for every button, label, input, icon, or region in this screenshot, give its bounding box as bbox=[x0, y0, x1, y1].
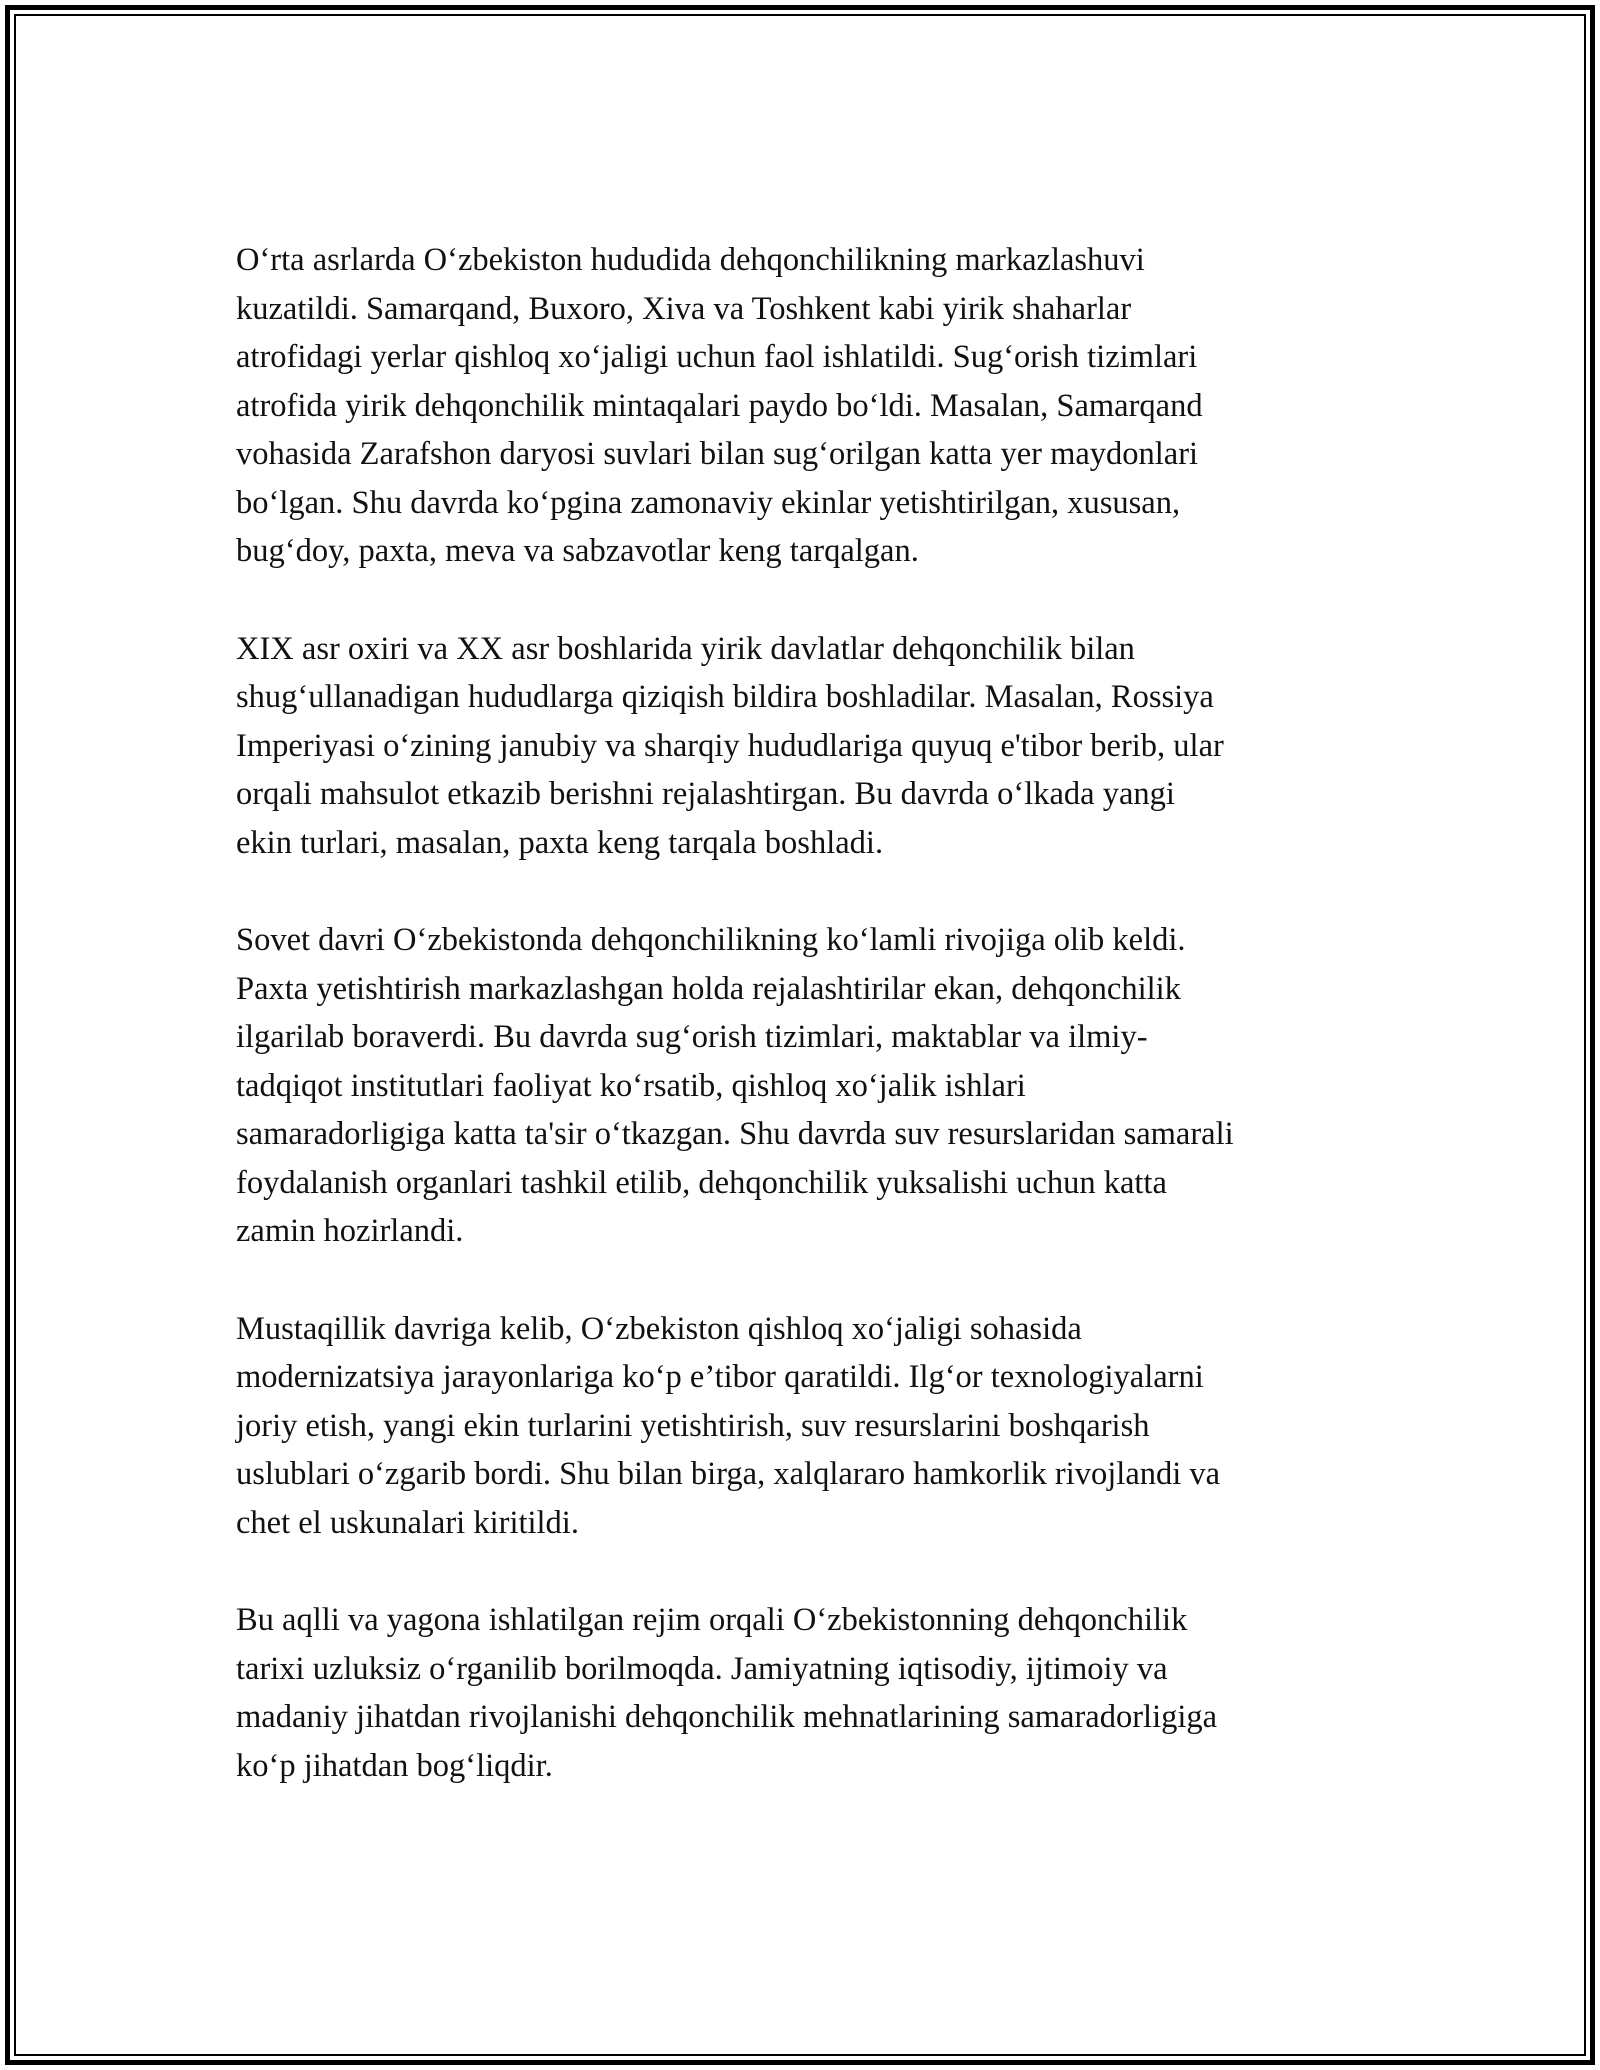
paragraph-medieval-agriculture: O‘rta asrlarda O‘zbekiston hududida dehqonchilikning markazlashuvi kuzatildi. Samarqand, Buxoro, Xiva va Toshkent kabi yirik shaharlar atrofidagi yerlar qishloq xo‘jaligi uchun faol ishlatildi. Sug‘orish tizimlari atrofida yirik dehqonchilik mintaqalari paydo bo‘ldi. Masalan, Samarqand vohasida Zarafshon daryosi suvlari bilan sug‘orilgan katta yer maydonlari bo‘lgan. Shu davrda ko‘pgina zamonaviy ekinlar yetishtirilgan, xususan, bug‘doy, paxta, meva va sabzavotlar keng tarqalgan. bbox=[236, 242, 1203, 569]
paragraph-19th-20th-century: XIX asr oxiri va XX asr boshlarida yirik davlatlar dehqonchilik bilan shug‘ullanadigan hududlarga qiziqish bildira boshladilar. Masalan, Rossiya Imperiyasi o‘zining janubiy va sharqiy hududlariga quyuq e'tibor berib, ular orqali mahsulot etkazib berishni rejalashtirgan. Bu davrda o‘lkada yangi ekin turlari, masalan, paxta keng tarqala boshladi. bbox=[236, 630, 1224, 861]
paragraph-conclusion: Bu aqlli va yagona ishlatilgan rejim orqali O‘zbekistonning dehqonchilik tarixi uzluksiz o‘rganilib borilmoqda. Jamiyatning iqtisodiy, ijtimoiy va madaniy jihatdan rivojlanishi dehqonchilik mehnatlarining samaradorligiga ko‘p jihatdan bog‘liqdir. bbox=[236, 1602, 1218, 1784]
paragraph-soviet-period: Sovet davri O‘zbekistonda dehqonchilikning ko‘lamli rivojiga olib keldi. Paxta yetishtirish markazlashgan holda rejalashtirilar ekan, dehqonchilik ilgarilab boraverdi. Bu davrda sug‘orish tizimlari, maktablar va ilmiy- tadqiqot institutlari faoliyat ko‘rsatib, qishloq xo‘jalik ishlari samaradorligiga katta ta'sir o‘tkazgan. Shu davrda suv resurslaridan samarali foydalanish organlari tashkil etilib, dehqonchilik yuksalishi uchun katta zamin hozirlandi. bbox=[236, 922, 1234, 1249]
paragraph-independence-period: Mustaqillik davriga kelib, O‘zbekiston qishloq xo‘jaligi sohasida modernizatsiya jarayonlariga ko‘p e’tibor qaratildi. Ilg‘or texnologiyalarni joriy etish, yangi ekin turlarini yetishtirish, suv resurslarini boshqarish uslublari o‘zgarib bordi. Shu bilan birga, xalqlararo hamkorlik rivojlandi va chet el uskunalari kiritildi. bbox=[236, 1310, 1221, 1541]
document-body bbox=[236, 236, 1366, 1839]
